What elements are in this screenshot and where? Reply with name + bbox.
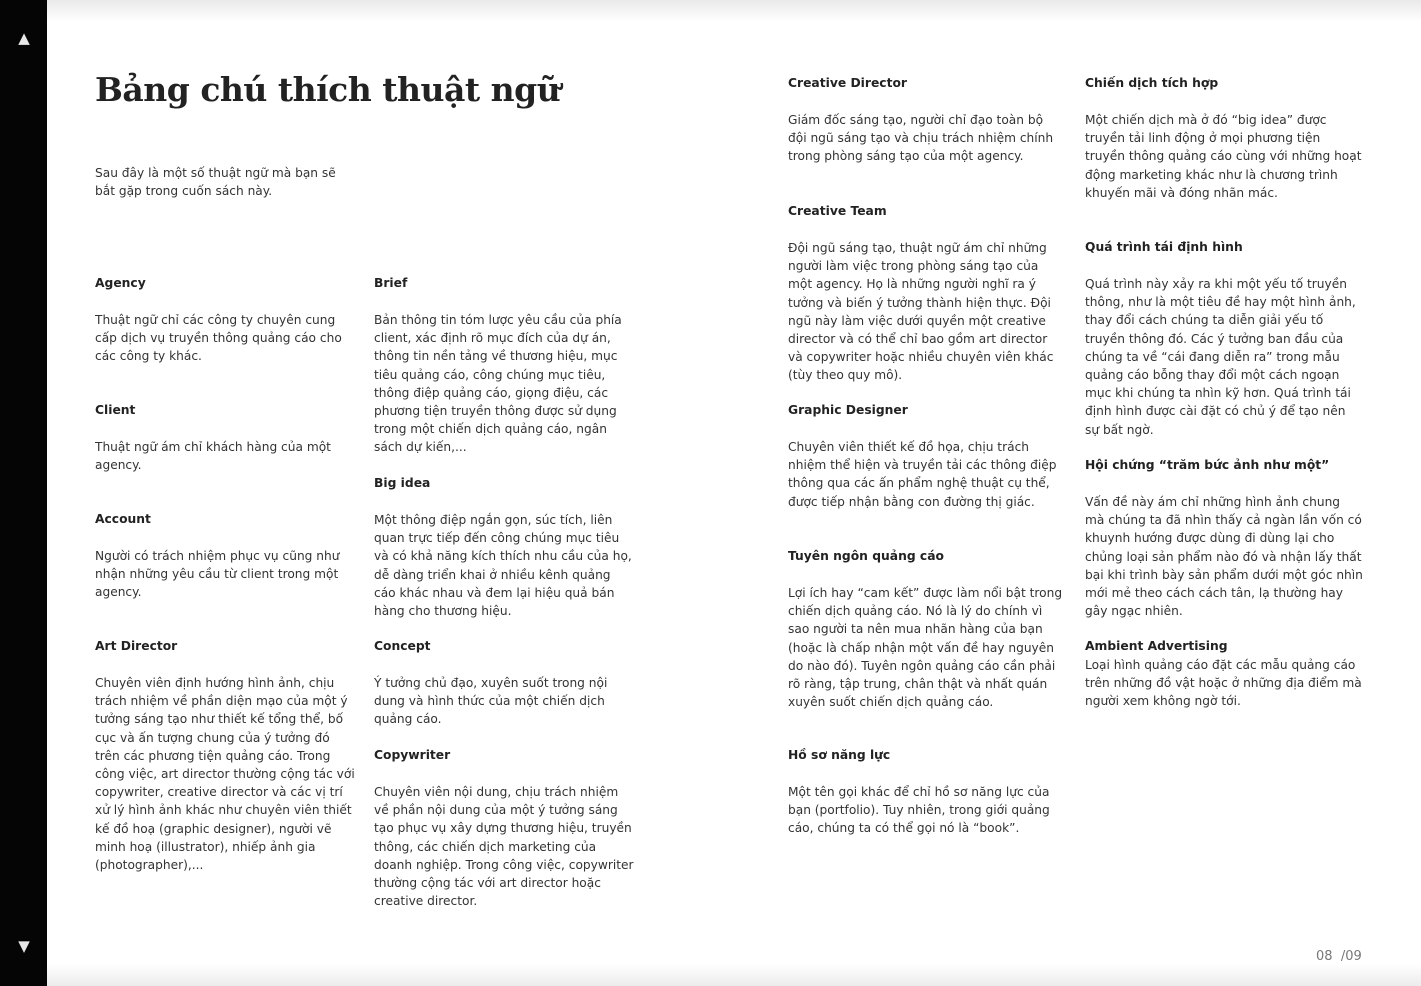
term-definition: Chuyên viên nội dung, chịu trách nhiệm về phần nội dung của một ý tưởng sáng tạo phục vụ xây dựng thương hiệu, truyền thông, các chiến dịch marketing của doanh nghiệp. Trong công việc, copywriter thường cộng tác với art director hoặc creative director.	[374, 785, 634, 909]
term-definition: Thuật ngữ chỉ các công ty chuyên cung cấp dịch vụ truyền thông quảng cáo cho các công ty khác.	[95, 313, 342, 364]
term-client	[95, 401, 357, 474]
term-big-idea	[374, 474, 636, 620]
term-definition: Bản thông tin tóm lược yêu cầu của phía client, xác định rõ mục đích của dự án, thông tin nền tảng về thương hiệu, mục tiêu quảng cáo, công chúng mục tiêu, thông điệp quảng cáo, giọng điệu, các phương tiện truyền thông được sử dụng trong một chiến dịch quảng cáo, ngân sách dự kiến,...	[374, 313, 622, 455]
term-hoi-chung-tram-buc-anh	[1085, 456, 1363, 620]
term-title: Brief	[374, 276, 408, 290]
term-definition: Ý tưởng chủ đạo, xuyên suốt trong nội dung và hình thức của một chiến dịch quảng cáo.	[374, 676, 608, 727]
term-definition: Một tên gọi khác để chỉ hồ sơ năng lực của bạn (portfolio). Tuy nhiên, trong giới quảng cáo, chúng ta có thể gọi nó là “book”.	[788, 785, 1050, 836]
term-title: Client	[95, 403, 136, 417]
term-definition: Một thông điệp ngắn gọn, súc tích, liên quan trực tiếp đến công chúng mục tiêu và có khả năng kích thích nhu cầu của họ, dễ dàng triển khai ở nhiều kênh quảng cáo khác nhau và đem lại hiệu quả bán hàng cho thương hiệu.	[374, 513, 632, 619]
term-definition: Giám đốc sáng tạo, người chỉ đạo toàn bộ đội ngũ sáng tạo và chịu trách nhiệm chính trong phòng sáng tạo của một agency.	[788, 113, 1054, 164]
term-ambient-advertising	[1085, 637, 1363, 711]
term-definition: Lợi ích hay “cam kết” được làm nổi bật trong chiến dịch quảng cáo. Nó là lý do chính vì sao người ta nên mua nhãn hàng của bạn (hoặc là chấp nhận một vấn đề hay nguyên do nào đó). Tuyên ngôn quảng cáo cần phải rõ ràng, tập trung, chân thật và nhất quán xuyên suốt chiến dịch quảng cáo.	[788, 586, 1063, 710]
term-title: Ambient Advertising	[1085, 639, 1228, 653]
term-title: Hội chứng “trăm bức ảnh như một”	[1085, 458, 1330, 472]
term-title: Art Director	[95, 639, 178, 653]
term-account	[95, 510, 357, 602]
term-definition: Quá trình này xảy ra khi một yếu tố truyền thông, như là một tiêu đề hay một hình ảnh, thay đổi cách chúng ta diễn giải yếu tố truyền thông đó. Các ý tưởng ban đầu của chúng ta về “cái đang diễn ra” trong mẫu quảng cáo bỗng thay đổi một cách ngoạn mục khi chúng ta nhìn kỹ hơn. Quá trình tái định hình được cài đặt có chủ ý để tạo nên sự bất ngờ.	[1085, 277, 1356, 437]
term-definition: Đội ngũ sáng tạo, thuật ngữ ám chỉ những người làm việc trong phòng sáng tạo của một agency. Họ là những người nghĩ ra ý tưởng và biến ý tưởng thành hiện thực. Đội ngũ này làm việc dưới quyền một creative director và có thể chỉ bao gồm art director và copywriter hoặc nhiều chuyên viên khác (tùy theo quy mô).	[788, 241, 1054, 383]
term-art-director	[95, 637, 357, 874]
term-title: Big idea	[374, 476, 431, 490]
term-title: Hồ sơ năng lực	[788, 748, 891, 762]
term-qua-trinh-tai-dinh-hinh	[1085, 238, 1363, 439]
term-title: Concept	[374, 639, 431, 653]
term-title: Quá trình tái định hình	[1085, 240, 1243, 254]
term-title: Account	[95, 512, 151, 526]
term-definition: Người có trách nhiệm phục vụ cũng như nhận những yêu cầu từ client trong một agency.	[95, 549, 340, 600]
term-graphic-designer	[788, 401, 1064, 511]
term-agency	[95, 274, 357, 366]
term-definition: Chuyên viên định hướng hình ảnh, chịu trách nhiệm về phần diện mạo của một ý tưởng sáng tạo như thiết kế tổng thể, bố cục và ấn tượng chung của ý tưởng đó trên các phương tiện quảng cáo. Trong công việc, art director thường cộng tác với copywriter, creative director và các vị trí xử lý hình ảnh khác như chuyên viên thiết kế đồ hoạ (graphic designer), người vẽ minh hoạ (illustrator), nhiếp ảnh gia (photographer),...	[95, 676, 355, 873]
term-title: Creative Director	[788, 76, 907, 90]
page-current: 08	[1316, 949, 1333, 964]
term-title: Copywriter	[374, 748, 451, 762]
term-title: Creative Team	[788, 204, 887, 218]
next-page-arrow-icon[interactable]: ▼	[18, 937, 30, 955]
page-title: Bảng chú thích thuật ngữ	[95, 70, 561, 109]
intro-text: Sau đây là một số thuật ngữ mà bạn sẽ bắt gặp trong cuốn sách này.	[95, 166, 336, 199]
term-title: Agency	[95, 276, 146, 290]
term-tuyen-ngon-quang-cao	[788, 547, 1064, 711]
prev-page-arrow-icon[interactable]: ▲	[18, 29, 30, 47]
term-definition: Chuyên viên thiết kế đồ họa, chịu trách nhiệm thể hiện và truyền tải các thông điệp thông qua các ấn phẩm nghệ thuật cụ thể, được tiếp nhận bằng con đường thị giác.	[788, 440, 1057, 509]
term-title: Chiến dịch tích hợp	[1085, 76, 1219, 90]
term-chien-dich-tich-hop	[1085, 74, 1363, 202]
term-definition: Một chiến dịch mà ở đó “big idea” được truyền tải linh động ở mọi phương tiện truyền thông quảng cáo cùng với những hoạt động marketing khác như là chương trình khuyến mãi và đóng nhãn mác.	[1085, 113, 1362, 200]
page-number	[1316, 949, 1362, 964]
page-total: /09	[1340, 949, 1362, 964]
term-definition: Loại hình quảng cáo đặt các mẫu quảng cáo trên những đồ vật hoặc ở những địa điểm mà người xem không ngờ tới.	[1085, 658, 1362, 709]
term-brief	[374, 274, 636, 457]
term-ho-so-nang-luc	[788, 746, 1064, 838]
term-concept	[374, 637, 636, 729]
term-definition: Thuật ngữ ám chỉ khách hàng của một agency.	[95, 440, 331, 473]
term-title: Tuyên ngôn quảng cáo	[788, 549, 944, 563]
term-definition: Vấn đề này ám chỉ những hình ảnh chung mà chúng ta đã nhìn thấy cả ngàn lần vốn có khuynh hướng được dùng đi dùng lại cho chủng loại sản phẩm nào đó và nhận lấy thất bại khi trình bày sản phẩm dưới một góc nhìn mới mẻ theo cách cách tân, lạ thường hay gây ngạc nhiên.	[1085, 495, 1363, 619]
term-title: Graphic Designer	[788, 403, 908, 417]
term-creative-team	[788, 202, 1064, 385]
term-creative-director	[788, 74, 1064, 166]
term-copywriter	[374, 746, 636, 910]
sidebar	[0, 0, 47, 986]
